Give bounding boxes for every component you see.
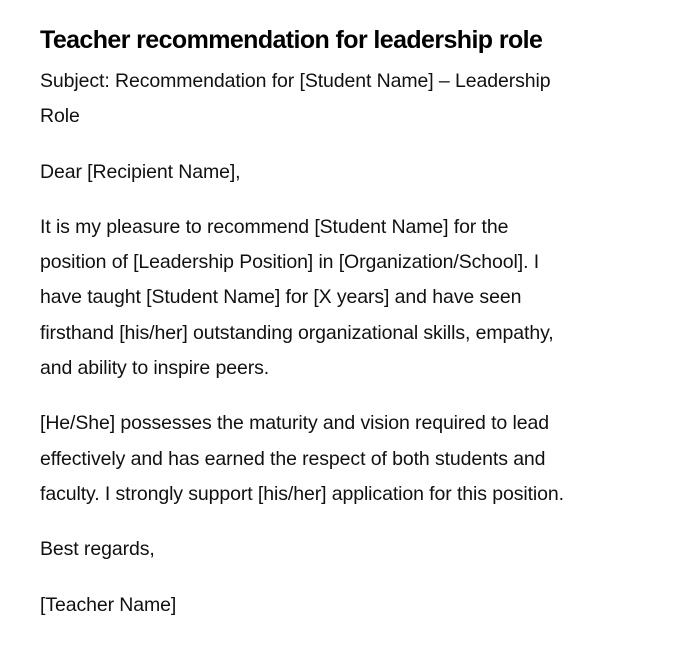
paragraph-1-line: and ability to inspire peers. bbox=[40, 357, 270, 380]
body-paragraph-2 bbox=[40, 406, 680, 512]
paragraph-2-line: effectively and has earned the respect of both students and bbox=[40, 447, 546, 470]
subject-line-1: Subject: Recommendation for [Student Name] – Leadership bbox=[40, 70, 551, 92]
body-paragraph-1 bbox=[40, 210, 680, 386]
paragraph-1-line: It is my pleasure to recommend [Student Name] for the bbox=[40, 215, 509, 238]
letter-document bbox=[40, 22, 680, 643]
subject-line bbox=[40, 64, 680, 135]
paragraph-2-line: [He/She] possesses the maturity and vision required to lead bbox=[40, 412, 549, 435]
salutation: Dear [Recipient Name], bbox=[40, 160, 241, 183]
subject-line-2: Role bbox=[40, 105, 80, 128]
paragraph-1-line: position of [Leadership Position] in [Organization/School]. I bbox=[40, 251, 540, 274]
signature: [Teacher Name] bbox=[40, 593, 177, 616]
paragraph-1-line: have taught [Student Name] for [X years] and have seen bbox=[40, 286, 522, 309]
document-title: Teacher recommendation for leadership role bbox=[40, 26, 543, 54]
paragraph-2-line: faculty. I strongly support [his/her] application for this position. bbox=[40, 482, 564, 505]
paragraph-1-line: firsthand [his/her] outstanding organizational skills, empathy, bbox=[40, 321, 554, 344]
closing: Best regards, bbox=[40, 538, 155, 561]
